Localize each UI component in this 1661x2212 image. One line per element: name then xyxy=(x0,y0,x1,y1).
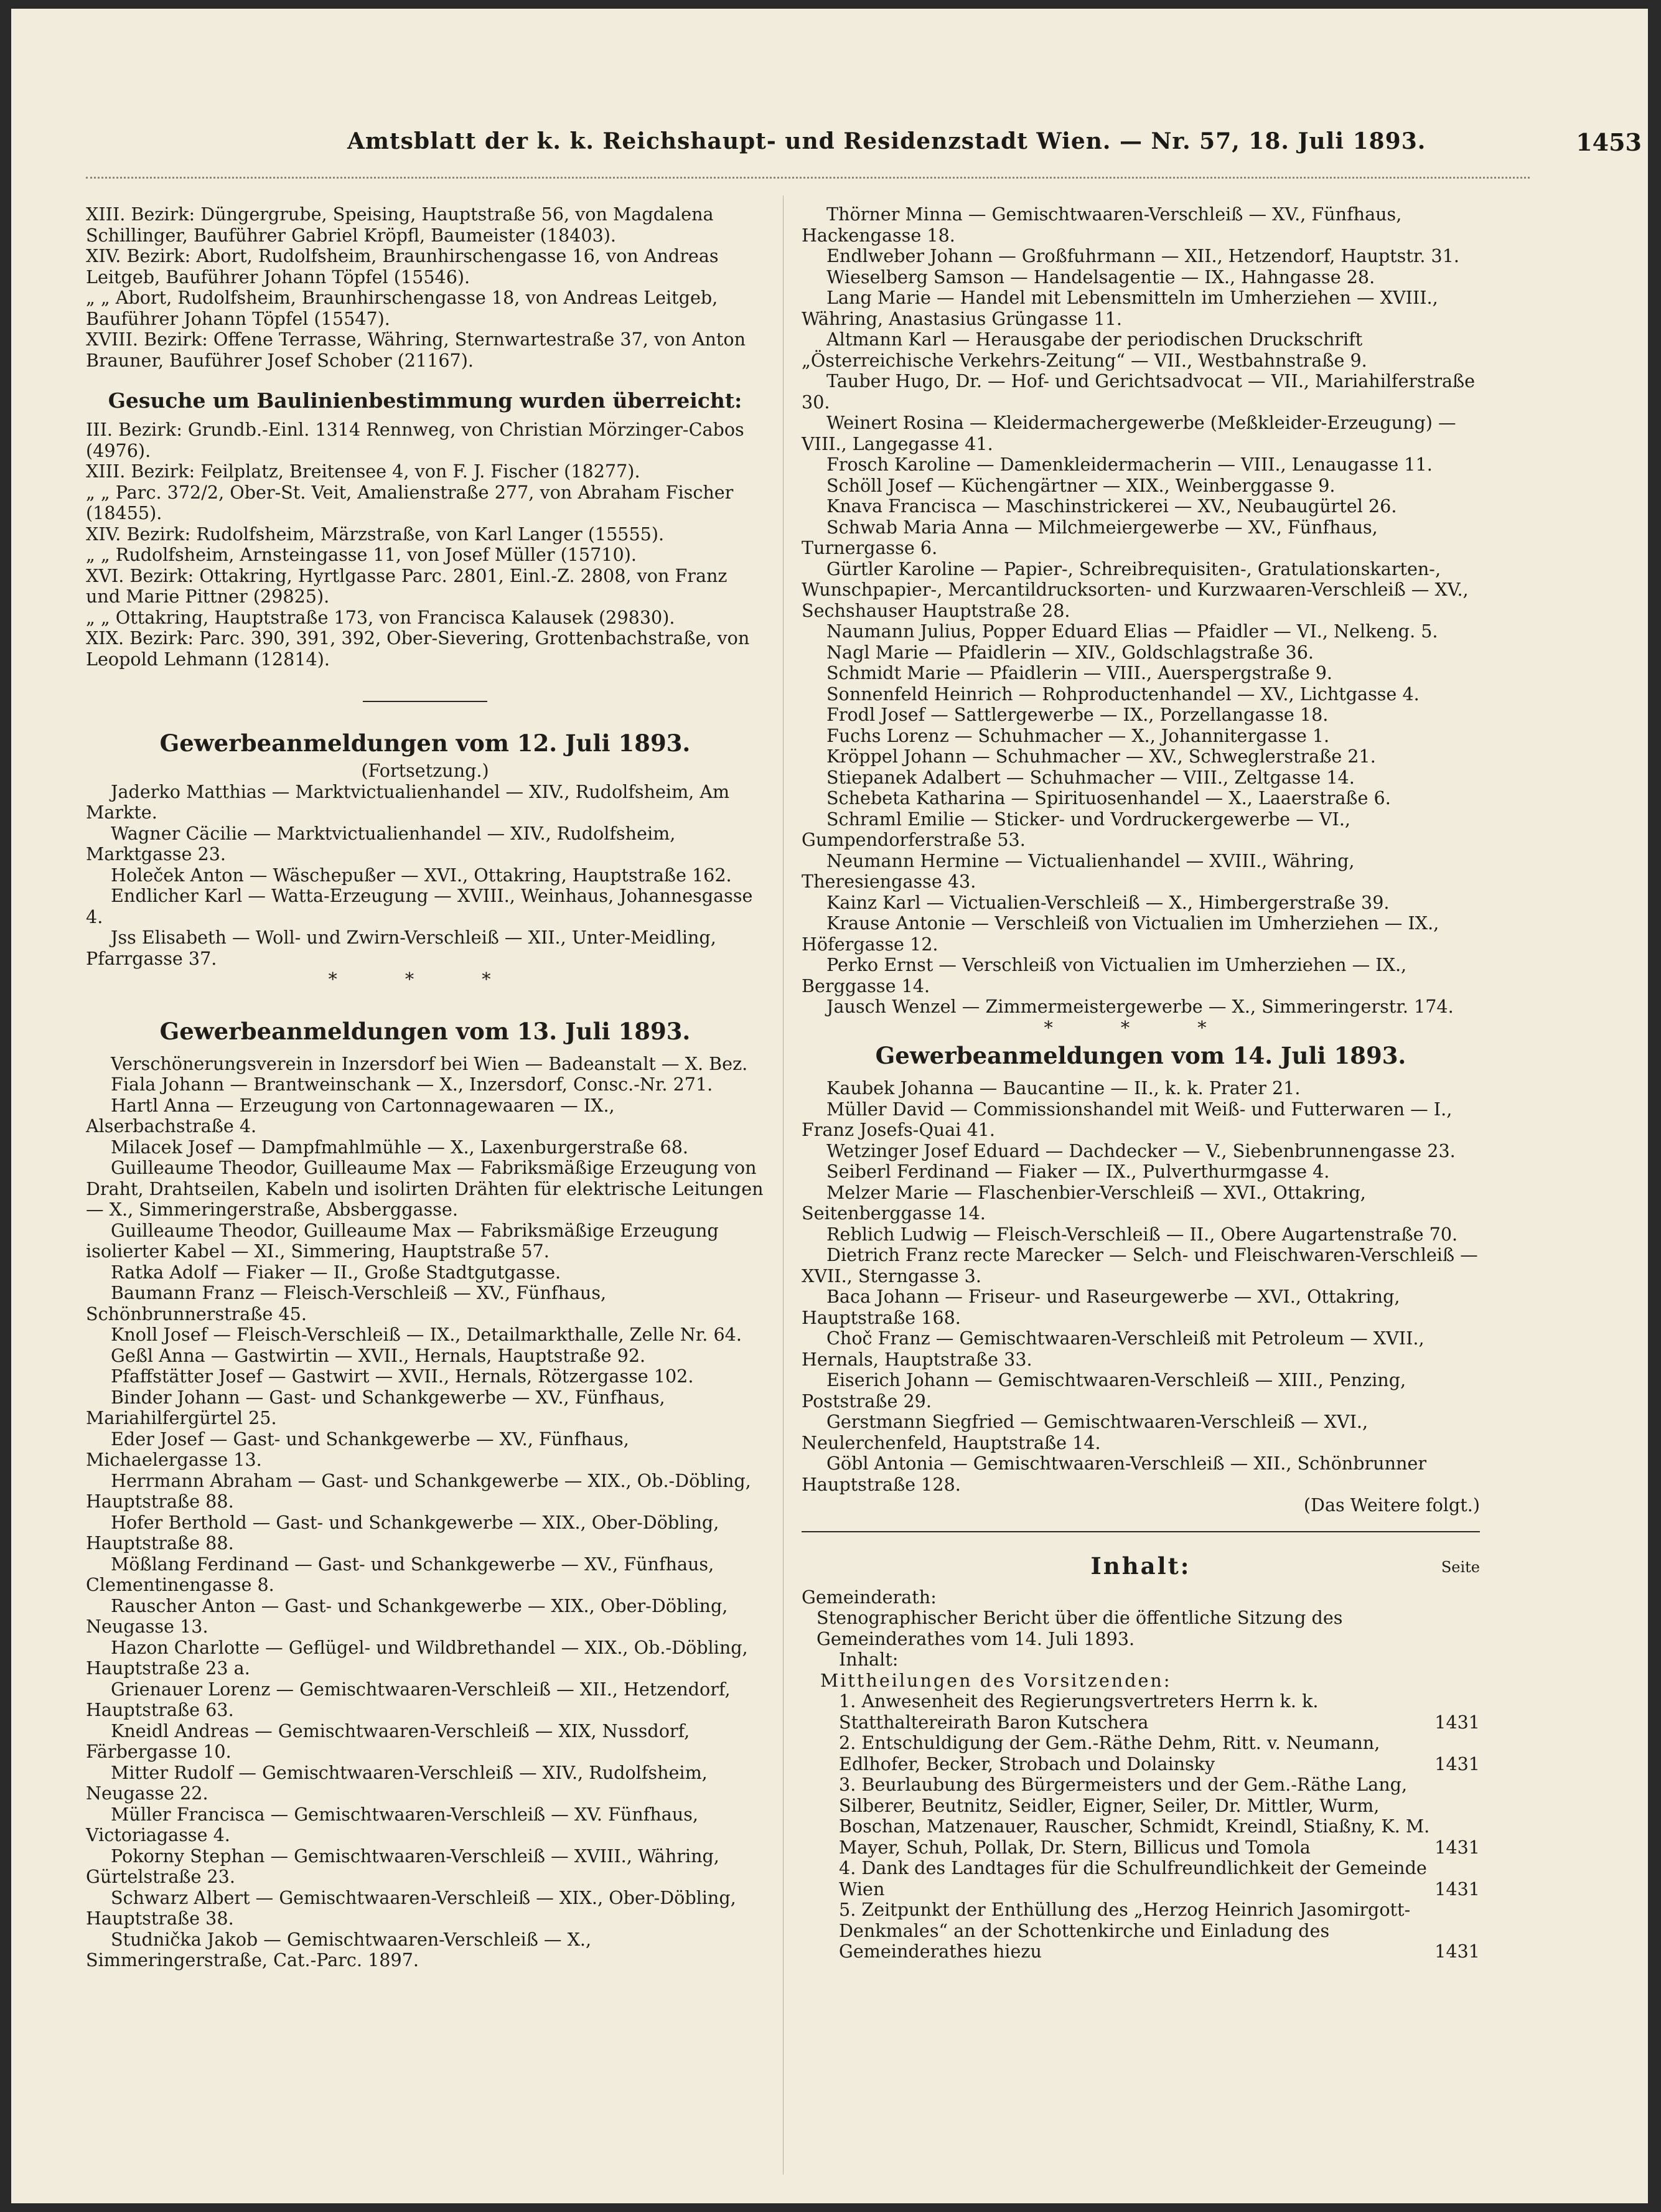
gemeinderath-label: Gemeinderath: xyxy=(802,1586,937,1608)
inhalt-sub: Inhalt: xyxy=(839,1649,899,1670)
gew12-list xyxy=(86,782,764,970)
stars-separator: * * * xyxy=(328,968,522,990)
right-column xyxy=(802,204,1480,1962)
list-item: Wetzinger Josef Eduard — Dachdecker — V., Siebenbrunnengasse 23. xyxy=(826,1140,1456,1161)
list-item: Binder Johann — Gast- und Schankgewerbe — XV., Fünfhaus, Mariahilfergürtel 25. xyxy=(86,1386,665,1428)
list-item: Mößlang Ferdinand — Gast- und Schankgewerbe — XV., Fünfhaus, Clementinengasse 8. xyxy=(86,1553,714,1595)
list-item: XIII. Bezirk: Düngergrube, Speising, Hauptstraße 56, von Magdalena Schillinger, Bauführer Gabriel Kröpfl, Baumeister (18403). xyxy=(86,204,714,246)
header-rule xyxy=(86,177,1530,179)
continued-note: (Das Weitere folgt.) xyxy=(1303,1494,1480,1516)
list-item: Hartl Anna — Erzeugung von Cartonnagewaaren — IX., Alserbachstraße 4. xyxy=(86,1094,615,1136)
list-item: Müller Francisca — Gemischtwaaren-Verschleiß — XV. Fünfhaus, Victoriagasse 4. xyxy=(86,1803,698,1845)
gew12-heading: Gewerbeanmeldungen vom 12. Juli 1893. xyxy=(159,729,691,757)
list-item: Wieselberg Samson — Handelsagentie — IX., Hahngasse 28. xyxy=(826,266,1375,288)
list-item: Thörner Minna — Gemischtwaaren-Verschleiß — XV., Fünfhaus, Hackengasse 18. xyxy=(802,204,1402,246)
mittheilungen-label: Mittheilungen des Vorsitzenden: xyxy=(820,1669,1172,1691)
column-divider xyxy=(783,195,784,2175)
list-item: Lang Marie — Handel mit Lebensmitteln im Umherziehen — XVIII., Währing, Anastasius Grüngasse 11. xyxy=(802,287,1438,329)
list-item: Wagner Cäcilie — Marktvictualienhandel — XIV., Rudolfsheim, Marktgasse 23. xyxy=(86,822,676,865)
list-item: Nagl Marie — Pfaidlerin — XIV., Goldschlagstraße 36. xyxy=(826,641,1314,663)
list-item: III. Bezirk: Grundb.-Einl. 1314 Rennweg, von Christian Mörzinger-Cabos (4976). xyxy=(86,419,744,461)
list-item: Milacek Josef — Dampfmahlmühle — X., Laxenburgerstraße 68. xyxy=(111,1136,688,1158)
list-item: Hazon Charlotte — Geflügel- und Wildbrethandel — XIX., Ob.-Döbling, Hauptstraße 23 a. xyxy=(86,1636,748,1679)
header-title: Amtsblatt der k. k. Reichshaupt- und Residenzstadt Wien. — Nr. 57, 18. Juli 1893. xyxy=(347,128,1426,154)
gew14-list xyxy=(802,1078,1480,1495)
list-item: „ „ Ottakring, Hauptstraße 173, von Francisca Kalausek (29830). xyxy=(86,606,675,628)
gew13-continued-list xyxy=(802,204,1480,1018)
list-item: Kainz Karl — Victualien-Verschleiß — X., Himbergerstraße 39. xyxy=(826,891,1390,913)
list-item: Schwarz Albert — Gemischtwaaren-Verschleiß — XIX., Ober-Döbling, Hauptstraße 38. xyxy=(86,1886,736,1929)
list-item: Eder Josef — Gast- und Schankgewerbe — XV., Fünfhaus, Michaelergasse 13. xyxy=(86,1428,629,1470)
toc-list xyxy=(802,1691,1480,1962)
list-item: „ „ Parc. 372/2, Ober-St. Veit, Amalienstraße 277, von Abraham Fischer (18455). xyxy=(86,481,734,523)
list-item: Weinert Rosina — Kleidermachergewerbe (Meßkleider-Erzeugung) — VIII., Langegasse 41. xyxy=(802,412,1456,454)
list-item: Tauber Hugo, Dr. — Hof- und Gerichtsadvocat — VII., Mariahilferstraße 30. xyxy=(802,370,1476,413)
seite-label: Seite xyxy=(1441,1558,1480,1576)
list-item: Kröppel Johann — Schuhmacher — XV., Schweglerstraße 21. xyxy=(826,746,1376,767)
list-item: Schwab Maria Anna — Milchmeiergewerbe — XV., Fünfhaus, Turnergasse 6. xyxy=(802,516,1378,558)
toc-item xyxy=(839,1691,1480,1733)
toc-item-text: 5. Zeitpunkt der Enthüllung des „Herzog Heinrich Jasomirgott-Denkmales“ an der Schottenkirche und Einladung des Gemeinderathes hiezu xyxy=(839,1899,1411,1962)
list-item: Jausch Wenzel — Zimmermeistergewerbe — X., Simmeringerstr. 174. xyxy=(826,996,1454,1017)
toc-item-text: 4. Dank des Landtages für die Schulfreundlichkeit der Gemeinde Wien xyxy=(839,1857,1427,1900)
list-item: Ratka Adolf — Fiaker — II., Große Stadtgutgasse. xyxy=(111,1261,561,1283)
list-item: Knoll Josef — Fleisch-Verschleiß — IX., Detailmarkthalle, Zelle Nr. 64. xyxy=(111,1324,742,1345)
gew14-heading: Gewerbeanmeldungen vom 14. Juli 1893. xyxy=(875,1042,1406,1069)
toc-item xyxy=(839,1733,1480,1774)
toc-item-page: 1431 xyxy=(1434,1836,1480,1858)
list-item: Grienauer Lorenz — Gemischtwaaren-Verschleiß — XII., Hetzendorf, Hauptstraße 63. xyxy=(86,1678,731,1720)
toc-item-text: 1. Anwesenheit des Regierungsvertreters Herrn k. k. Statthaltereirath Baron Kutschera xyxy=(839,1690,1319,1733)
list-item: XIII. Bezirk: Feilplatz, Breitensee 4, von F. J. Fischer (18277). xyxy=(86,461,640,482)
list-item: Krause Antonie — Verschleiß von Victualien im Umherziehen — IX., Höfergasse 12. xyxy=(802,912,1439,955)
list-item: XIX. Bezirk: Parc. 390, 391, 392, Ober-Sievering, Grottenbachstraße, von Leopold Lehmann (12814). xyxy=(86,627,750,670)
list-item: Stiepanek Adalbert — Schuhmacher — VIII., Zeltgasse 14. xyxy=(826,766,1355,788)
stars-separator: * * * xyxy=(1044,1016,1238,1038)
list-item: Pokorny Stephan — Gemischtwaaren-Verschleiß — XVIII., Währing, Gürtelstraße 23. xyxy=(86,1845,719,1887)
list-item: Studnička Jakob — Gemischtwaaren-Verschleiß — X., Simmeringerstraße, Cat.-Parc. 1897. xyxy=(86,1928,592,1971)
list-item: Baca Johann — Friseur- und Raseurgewerbe — XVI., Ottakring, Hauptstraße 168. xyxy=(802,1286,1400,1328)
list-item: Hofer Berthold — Gast- und Schankgewerbe — XIX., Ober-Döbling, Hauptstraße 88. xyxy=(86,1511,719,1554)
list-item: Verschönerungsverein in Inzersdorf bei Wien — Badeanstalt — X. Bez. xyxy=(111,1052,748,1074)
list-item: Gürtler Karoline — Papier-, Schreibrequisiten-, Gratulationskarten-, Wunschpapier-, Mercantildrucksorten- und Kurzwaaren-Verschleiß — XV., Sechshauser Hauptstraße 28. xyxy=(802,558,1469,621)
page-number: 1453 xyxy=(1576,128,1642,156)
baulinien-heading: Gesuche um Baulinienbestimmung wurden überreicht: xyxy=(108,388,742,413)
list-item: Altmann Karl — Herausgabe der periodischen Druckschrift „Österreichische Verkehrs-Zeitung“ — VII., Westbahnstraße 9. xyxy=(802,329,1367,371)
list-item: Geßl Anna — Gastwirtin — XVII., Hernals, Hauptstraße 92. xyxy=(111,1344,646,1366)
list-item: Schebeta Katharina — Spirituosenhandel — X., Laaerstraße 6. xyxy=(826,787,1391,808)
list-item: XVIII. Bezirk: Offene Terrasse, Währing, Sternwartestraße 37, von Anton Brauner, Bauführer Josef Schober (21167). xyxy=(86,329,746,371)
list-item: Reblich Ludwig — Fleisch-Verschleiß — II., Obere Augartenstraße 70. xyxy=(826,1223,1458,1245)
list-item: Seiberl Ferdinand — Fiaker — IX., Pulverthurmgasse 4. xyxy=(826,1161,1330,1182)
toc-item-text: 3. Beurlaubung des Bürgermeisters und der Gem.-Räthe Lang, Silberer, Beutnitz, Seidler, Eigner, Seiler, Dr. Mittler, Wurm, Boschan, Matzenauer, Rauscher, Schmidt, Kreindl, Stiaßny, K. M. Mayer, Schuh, Pollak, Dr. Stern, Billicus und Tomola xyxy=(839,1774,1430,1858)
toc-item-page: 1431 xyxy=(1434,1711,1480,1733)
list-item: Holeček Anton — Wäschepußer — XVI., Ottakring, Hauptstraße 162. xyxy=(111,864,732,886)
newspaper-page xyxy=(11,9,1648,2203)
list-item: „ „ Abort, Rudolfsheim, Braunhirschengasse 18, von Andreas Leitgeb, Bauführer Johann Töpfel (15547). xyxy=(86,287,718,329)
list-item: Herrmann Abraham — Gast- und Schankgewerbe — XIX., Ob.-Döbling, Hauptstraße 88. xyxy=(86,1469,751,1512)
list-item: Guilleaume Theodor, Guilleaume Max — Fabriksmäßige Erzeugung isolierter Kabel — XI., Simmering, Hauptstraße 57. xyxy=(86,1219,719,1262)
list-item: Göbl Antonia — Gemischtwaaren-Verschleiß — XII., Schönbrunner Hauptstraße 128. xyxy=(802,1453,1427,1495)
list-item: Neumann Hermine — Victualienhandel — XVIII., Währing, Theresiengasse 43. xyxy=(802,850,1355,892)
gew13-heading: Gewerbeanmeldungen vom 13. Juli 1893. xyxy=(159,1017,691,1045)
toc-item xyxy=(839,1774,1480,1858)
toc-item xyxy=(839,1858,1480,1900)
list-item: Fuchs Lorenz — Schuhmacher — X., Johannitergasse 1. xyxy=(826,724,1330,746)
list-item: Frosch Karoline — Damenkleidermacherin — VIII., Lenaugasse 11. xyxy=(826,454,1433,475)
list-item: „ „ Rudolfsheim, Arnsteingasse 11, von Josef Müller (15710). xyxy=(86,544,637,565)
list-item: Endlweber Johann — Großfuhrmann — XII., Hetzendorf, Hauptstr. 31. xyxy=(826,245,1459,266)
list-item: Schöll Josef — Küchengärtner — XIX., Weinberggasse 9. xyxy=(826,474,1336,496)
list-item: Kneidl Andreas — Gemischtwaaren-Verschleiß — XIX, Nussdorf, Färbergasse 10. xyxy=(86,1720,690,1762)
left-column xyxy=(86,204,764,1971)
list-item: Schmidt Marie — Pfaidlerin — VIII., Auerspergstraße 9. xyxy=(826,662,1333,683)
list-item: Mitter Rudolf — Gemischtwaaren-Verschleiß — XIV., Rudolfsheim, Neugasse 22. xyxy=(86,1761,708,1804)
list-item: Dietrich Franz recte Marecker — Selch- und Fleischwaren-Verschleiß — XVII., Sterngasse 3. xyxy=(802,1244,1478,1286)
continuation-note: (Fortsetzung.) xyxy=(361,760,489,781)
list-item: Frodl Josef — Sattlergewerbe — IX., Porzellangasse 18. xyxy=(826,704,1329,725)
baulinien-list xyxy=(86,419,764,670)
toc-item-page: 1431 xyxy=(1434,1753,1480,1774)
page-header xyxy=(347,128,1642,161)
list-item: Müller David — Commissionshandel mit Weiß- und Futterwaren — I., Franz Josefs-Quai 41. xyxy=(802,1098,1453,1140)
toc-item xyxy=(839,1900,1480,1962)
list-item: Pfaffstätter Josef — Gastwirt — XVII., Hernals, Rötzergasse 102. xyxy=(111,1366,694,1387)
list-item: XIV. Bezirk: Rudolfsheim, Märzstraße, von Karl Langer (15555). xyxy=(86,523,665,545)
list-item: Choč Franz — Gemischtwaaren-Verschleiß mit Petroleum — XVII., Hernals, Hauptstraße 33. xyxy=(802,1328,1425,1370)
list-item: Jaderko Matthias — Marktvictualienhandel — XIV., Rudolfsheim, Am Markte. xyxy=(86,780,730,823)
list-item: Guilleaume Theodor, Guilleaume Max — Fabriksmäßige Erzeugung von Draht, Drahtseilen, Kabeln und isolirten Drähten für elektrische Leitungen — X., Simmeringerstraße, Absberggasse. xyxy=(86,1157,764,1220)
bericht-title: Stenographischer Bericht über die öffentliche Sitzung des Gemeinderathes vom 14. Juli 1893. xyxy=(816,1607,1343,1649)
gew13-list xyxy=(86,1054,764,1971)
list-item: Baumann Franz — Fleisch-Verschleiß — XV., Fünfhaus, Schönbrunnerstraße 45. xyxy=(86,1282,607,1324)
list-item: Perko Ernst — Verschleiß von Victualien im Umherziehen — IX., Berggasse 14. xyxy=(802,954,1407,996)
list-item: Sonnenfeld Heinrich — Rohproductenhandel — XV., Lichtgasse 4. xyxy=(826,683,1420,705)
list-item: XVI. Bezirk: Ottakring, Hyrtlgasse Parc. 2801, Einl.-Z. 2808, von Franz und Marie Pittner (29825). xyxy=(86,565,728,607)
inhalt-heading: Inhalt: xyxy=(1090,1552,1191,1580)
list-item: Naumann Julius, Popper Eduard Elias — Pfaidler — VI., Nelkeng. 5. xyxy=(826,621,1438,642)
list-item: Kaubek Johanna — Baucantine — II., k. k. Prater 21. xyxy=(826,1077,1301,1099)
list-item: Eiserich Johann — Gemischtwaaren-Verschleiß — XIII., Penzing, Poststraße 29. xyxy=(802,1369,1406,1412)
list-item: Melzer Marie — Flaschenbier-Verschleiß — XVI., Ottakring, Seitenberggasse 14. xyxy=(802,1181,1366,1224)
list-item: XIV. Bezirk: Abort, Rudolfsheim, Braunhirschengasse 16, von Andreas Leitgeb, Bauführer Johann Töpfel (15546). xyxy=(86,245,719,288)
list-item: Knava Francisca — Maschinstrickerei — XV., Neubaugürtel 26. xyxy=(826,495,1397,517)
list-item: Jss Elisabeth — Woll- und Zwirn-Verschleiß — XII., Unter-Meidling, Pfarrgasse 37. xyxy=(86,927,716,969)
list-item: Fiala Johann — Brantweinschank — X., Inzersdorf, Consc.-Nr. 271. xyxy=(111,1074,713,1095)
list-item: Rauscher Anton — Gast- und Schankgewerbe — XIX., Ober-Döbling, Neugasse 13. xyxy=(86,1595,728,1637)
toc-item-page: 1431 xyxy=(1434,1878,1480,1900)
list-item: Endlicher Karl — Watta-Erzeugung — XVIII., Weinhaus, Johannesgasse 4. xyxy=(86,885,753,927)
inhalt-heading-row xyxy=(802,1554,1480,1578)
list-item: Gerstmann Siegfried — Gemischtwaaren-Verschleiß — XVI., Neulerchenfeld, Hauptstraße 14. xyxy=(802,1411,1369,1453)
baubewilligungen-list xyxy=(86,204,764,371)
list-item: Schraml Emilie — Sticker- und Vordruckergewerbe — VI., Gumpendorferstraße 53. xyxy=(802,808,1350,850)
toc-item-text: 2. Entschuldigung der Gem.-Räthe Dehm, Ritt. v. Neumann, Edlhofer, Becker, Strobach und Dolainsky xyxy=(839,1732,1380,1774)
toc-item-page: 1431 xyxy=(1434,1941,1480,1962)
